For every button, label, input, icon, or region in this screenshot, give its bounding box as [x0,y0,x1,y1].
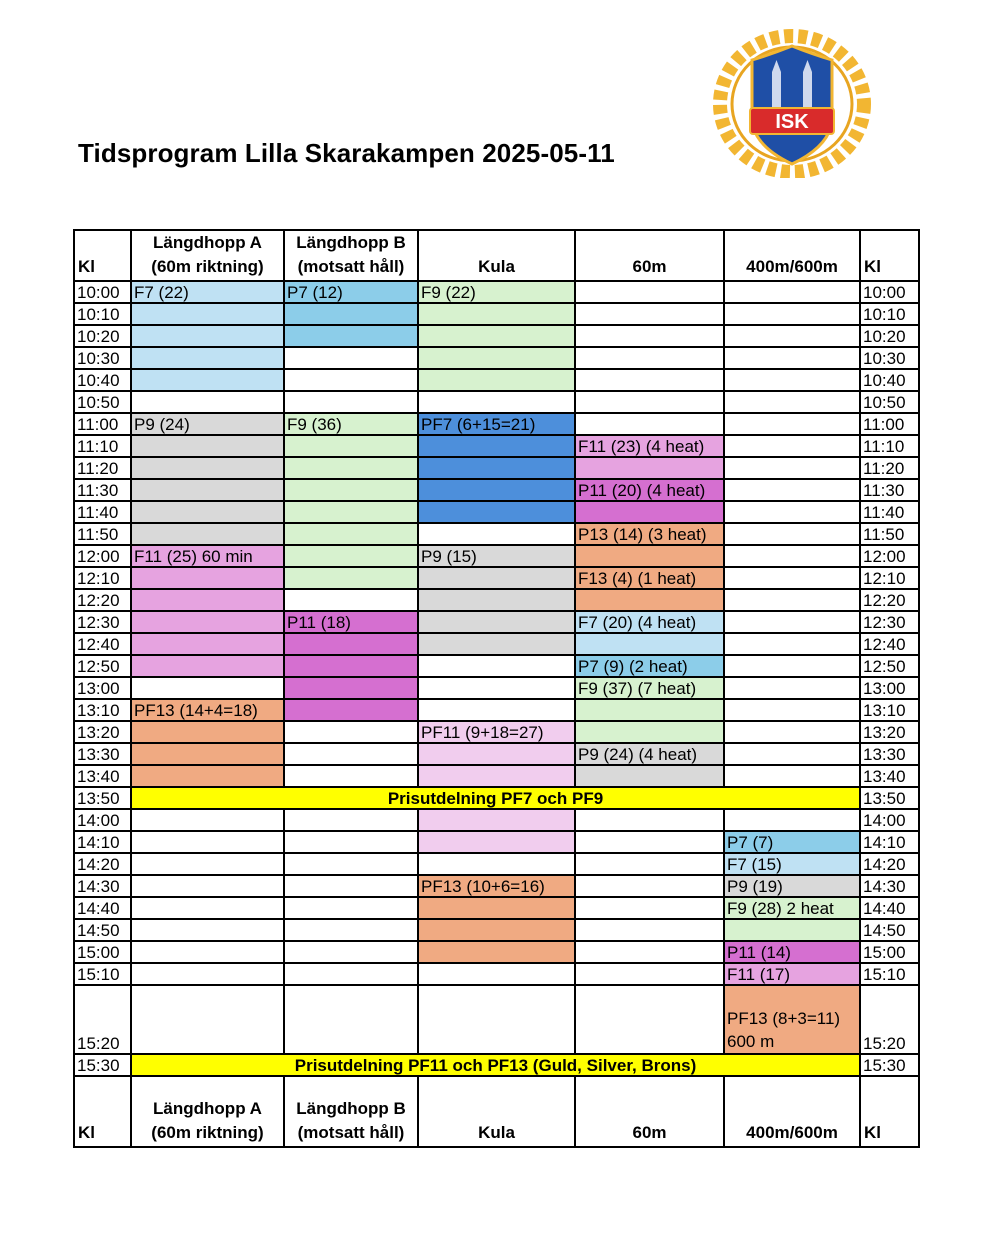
event-cell [284,985,418,1054]
column-footer-m60: 60m [575,1076,724,1147]
time-cell-right: 14:10 [860,831,919,853]
event-cell: F7 (20) (4 heat) [575,611,724,633]
page-title: Tidsprogram Lilla Skarakampen 2025-05-11 [78,138,615,168]
event-cell [418,853,575,875]
event-cell [724,369,860,391]
event-cell [284,347,418,369]
event-cell [131,325,284,347]
event-cell [284,853,418,875]
table-row [74,523,919,545]
event-cell: P11 (20) (4 heat) [575,479,724,501]
event-cell: P7 (9) (2 heat) [575,655,724,677]
event-cell [418,611,575,633]
time-cell: 10:30 [74,347,131,369]
event-cell: PF11 (9+18=27) [418,721,575,743]
time-cell-right: 11:50 [860,523,919,545]
event-cell [131,721,284,743]
event-cell: PF13 (10+6=16) [418,875,575,897]
event-cell [575,941,724,963]
time-cell-right: 12:10 [860,567,919,589]
time-cell-right: 12:20 [860,589,919,611]
time-cell-right: 11:40 [860,501,919,523]
table-row [74,347,919,369]
event-cell [418,809,575,831]
time-cell-right: 10:30 [860,347,919,369]
column-footer-kula: Kula [418,1076,575,1147]
event-cell [284,831,418,853]
time-cell: 10:40 [74,369,131,391]
table-row [74,567,919,589]
event-cell [131,963,284,985]
event-cell [131,633,284,655]
event-cell [575,325,724,347]
time-cell: 14:40 [74,897,131,919]
time-cell-right: 11:20 [860,457,919,479]
isk-club-logo [712,28,872,178]
event-cell [131,677,284,699]
time-cell-right: 12:50 [860,655,919,677]
event-cell [724,589,860,611]
time-cell: 10:10 [74,303,131,325]
time-cell-right: 15:00 [860,941,919,963]
event-cell: F11 (23) (4 heat) [575,435,724,457]
time-cell: 11:30 [74,479,131,501]
event-cell [284,743,418,765]
event-cell [284,545,418,567]
time-cell-right: 12:40 [860,633,919,655]
table-row [74,919,919,941]
time-cell: 13:30 [74,743,131,765]
time-cell: 13:20 [74,721,131,743]
event-cell [418,523,575,545]
event-cell: P13 (14) (3 heat) [575,523,724,545]
event-cell [575,809,724,831]
table-row [74,787,919,809]
time-cell-right: 12:00 [860,545,919,567]
event-cell [284,655,418,677]
table-row [74,963,919,985]
event-cell [418,985,575,1054]
event-cell: PF7 (6+15=21) [418,413,575,435]
event-cell [418,831,575,853]
column-footer-kl2: Kl [860,1076,919,1147]
time-cell: 11:50 [74,523,131,545]
event-cell [284,765,418,787]
time-cell-right: 14:00 [860,809,919,831]
event-cell [418,589,575,611]
event-cell [724,545,860,567]
event-cell [724,611,860,633]
table-row [74,809,919,831]
event-cell [724,809,860,831]
table-row [74,281,919,303]
time-cell-right: 14:20 [860,853,919,875]
table-row [74,501,919,523]
table-row [74,545,919,567]
event-cell [131,853,284,875]
time-cell: 10:00 [74,281,131,303]
event-cell [131,369,284,391]
event-cell [131,435,284,457]
event-cell: F9 (22) [418,281,575,303]
time-cell: 12:00 [74,545,131,567]
column-footer-b: Längdhopp B (motsatt håll) [284,1076,418,1147]
time-cell: 14:30 [74,875,131,897]
event-cell: P9 (19) [724,875,860,897]
event-cell [418,391,575,413]
time-cell: 11:20 [74,457,131,479]
time-cell: 12:10 [74,567,131,589]
event-cell [284,633,418,655]
event-cell [575,457,724,479]
event-cell: F9 (28) 2 heat [724,897,860,919]
time-cell: 13:00 [74,677,131,699]
event-cell [418,655,575,677]
event-cell [575,765,724,787]
event-cell [284,941,418,963]
event-cell [418,963,575,985]
event-cell [724,457,860,479]
time-cell: 15:00 [74,941,131,963]
table-row [74,303,919,325]
event-cell: F11 (25) 60 min [131,545,284,567]
event-cell [724,743,860,765]
time-cell: 11:10 [74,435,131,457]
time-cell: 10:50 [74,391,131,413]
table-row [74,765,919,787]
table-row [74,853,919,875]
event-cell [418,501,575,523]
time-cell: 11:40 [74,501,131,523]
event-cell [284,699,418,721]
time-cell-right: 10:20 [860,325,919,347]
column-footer-m400: 400m/600m [724,1076,860,1147]
time-cell-right: 13:40 [860,765,919,787]
time-cell: 12:20 [74,589,131,611]
time-cell: 11:00 [74,413,131,435]
time-cell: 13:50 [74,787,131,809]
event-cell [575,369,724,391]
event-cell [284,501,418,523]
table-row [74,611,919,633]
table-row [74,941,919,963]
event-cell: P9 (15) [418,545,575,567]
event-cell [575,303,724,325]
event-cell [724,721,860,743]
time-cell: 10:20 [74,325,131,347]
event-cell [284,391,418,413]
time-cell: 12:50 [74,655,131,677]
event-cell [724,765,860,787]
time-cell-right: 13:50 [860,787,919,809]
time-cell-right: 14:50 [860,919,919,941]
event-cell [418,677,575,699]
time-cell-right: 10:40 [860,369,919,391]
event-cell [575,721,724,743]
event-cell [131,347,284,369]
header-row [74,230,919,281]
event-cell [724,633,860,655]
event-cell [575,391,724,413]
event-cell [575,853,724,875]
event-cell [724,699,860,721]
event-cell [131,831,284,853]
time-cell: 14:10 [74,831,131,853]
event-cell [284,897,418,919]
event-cell [575,963,724,985]
event-cell [284,919,418,941]
time-cell-right: 12:30 [860,611,919,633]
event-cell [131,589,284,611]
event-cell [575,985,724,1054]
event-cell [418,919,575,941]
event-cell [418,567,575,589]
event-cell [131,655,284,677]
time-cell-right: 10:00 [860,281,919,303]
event-cell [131,303,284,325]
event-cell [418,743,575,765]
time-cell-right: 10:10 [860,303,919,325]
event-cell [131,457,284,479]
time-cell-right: 10:50 [860,391,919,413]
event-cell [724,501,860,523]
event-cell [418,897,575,919]
table-row [74,479,919,501]
table-row [74,413,919,435]
time-cell-right: 11:00 [860,413,919,435]
shield-icon [752,46,832,164]
event-cell [418,347,575,369]
column-header-m400: 400m/600m [724,230,860,281]
event-cell [575,633,724,655]
event-cell [575,875,724,897]
column-header-m60: 60m [575,230,724,281]
event-cell: P11 (14) [724,941,860,963]
event-cell [418,633,575,655]
event-cell: P7 (7) [724,831,860,853]
event-cell: P9 (24) (4 heat) [575,743,724,765]
time-cell-right: 15:20 [860,985,919,1054]
event-cell: F9 (36) [284,413,418,435]
table-row [74,743,919,765]
footer-row [74,1076,919,1147]
event-cell [131,941,284,963]
event-cell [131,919,284,941]
schedule-table [73,229,920,1148]
table-row [74,897,919,919]
event-cell [575,589,724,611]
event-cell: PF13 (8+3=11) 600 m [724,985,860,1054]
event-cell [284,589,418,611]
table-row [74,457,919,479]
event-cell: P7 (12) [284,281,418,303]
event-cell [284,325,418,347]
time-cell: 15:20 [74,985,131,1054]
event-cell [724,919,860,941]
time-cell-right: 13:00 [860,677,919,699]
event-cell: PF13 (14+4=18) [131,699,284,721]
event-cell [284,479,418,501]
event-cell [131,567,284,589]
event-cell [284,435,418,457]
event-cell [131,897,284,919]
logo-text: ISK [775,111,809,133]
column-header-kl: Kl [74,230,131,281]
event-cell [131,875,284,897]
time-cell-right: 14:40 [860,897,919,919]
table-row [74,1054,919,1076]
column-header-kula: Kula [418,230,575,281]
time-cell: 15:10 [74,963,131,985]
event-cell [724,303,860,325]
event-cell: F7 (15) [724,853,860,875]
event-cell [284,457,418,479]
event-cell [418,765,575,787]
table-row [74,985,919,1054]
event-cell [418,303,575,325]
event-cell [724,655,860,677]
event-cell [284,567,418,589]
time-cell: 13:10 [74,699,131,721]
event-cell [575,919,724,941]
event-cell [284,677,418,699]
event-cell [724,567,860,589]
event-cell [284,303,418,325]
event-cell [131,501,284,523]
time-cell-right: 13:30 [860,743,919,765]
event-cell [724,479,860,501]
event-cell: P11 (18) [284,611,418,633]
award-ceremony-banner: Prisutdelning PF11 och PF13 (Guld, Silver, Brons) [131,1054,860,1076]
event-cell [575,413,724,435]
time-cell: 14:00 [74,809,131,831]
table-row [74,391,919,413]
time-cell-right: 15:10 [860,963,919,985]
event-cell: P9 (24) [131,413,284,435]
table-row [74,435,919,457]
event-cell [575,699,724,721]
event-cell [284,963,418,985]
event-cell [724,325,860,347]
table-row [74,677,919,699]
event-cell [131,765,284,787]
event-cell [575,545,724,567]
event-cell: F13 (4) (1 heat) [575,567,724,589]
table-row [74,589,919,611]
time-cell-right: 14:30 [860,875,919,897]
event-cell [131,809,284,831]
table-row [74,655,919,677]
event-cell [418,457,575,479]
table-row [74,325,919,347]
time-cell: 12:40 [74,633,131,655]
event-cell [284,875,418,897]
table-row [74,721,919,743]
event-cell [284,523,418,545]
time-cell-right: 13:20 [860,721,919,743]
table-row [74,369,919,391]
event-cell [724,391,860,413]
event-cell [575,347,724,369]
time-cell: 14:20 [74,853,131,875]
event-cell [131,479,284,501]
time-cell-right: 15:30 [860,1054,919,1076]
event-cell [418,941,575,963]
award-ceremony-banner: Prisutdelning PF7 och PF9 [131,787,860,809]
time-cell-right: 11:10 [860,435,919,457]
event-cell [284,721,418,743]
event-cell [575,501,724,523]
event-cell [724,435,860,457]
event-cell [418,369,575,391]
event-cell [724,347,860,369]
event-cell [131,985,284,1054]
event-cell: F11 (17) [724,963,860,985]
event-cell [418,699,575,721]
event-cell [724,413,860,435]
table-row [74,633,919,655]
event-cell [724,281,860,303]
column-footer-a: Längdhopp A (60m riktning) [131,1076,284,1147]
column-header-kl2: Kl [860,230,919,281]
event-cell [724,677,860,699]
time-cell-right: 11:30 [860,479,919,501]
event-cell [575,831,724,853]
table-row [74,875,919,897]
event-cell [575,897,724,919]
event-cell [418,435,575,457]
time-cell: 15:30 [74,1054,131,1076]
event-cell [724,523,860,545]
time-cell: 13:40 [74,765,131,787]
event-cell [575,281,724,303]
time-cell: 14:50 [74,919,131,941]
event-cell [131,523,284,545]
event-cell [131,611,284,633]
column-footer-kl: Kl [74,1076,131,1147]
table-row [74,831,919,853]
event-cell [131,743,284,765]
event-cell [284,369,418,391]
time-cell-right: 13:10 [860,699,919,721]
event-cell: F9 (37) (7 heat) [575,677,724,699]
event-cell [131,391,284,413]
event-cell [418,479,575,501]
table-row [74,699,919,721]
event-cell: F7 (22) [131,281,284,303]
column-header-b: Längdhopp B (motsatt håll) [284,230,418,281]
event-cell [284,809,418,831]
time-cell: 12:30 [74,611,131,633]
event-cell [418,325,575,347]
column-header-a: Längdhopp A (60m riktning) [131,230,284,281]
